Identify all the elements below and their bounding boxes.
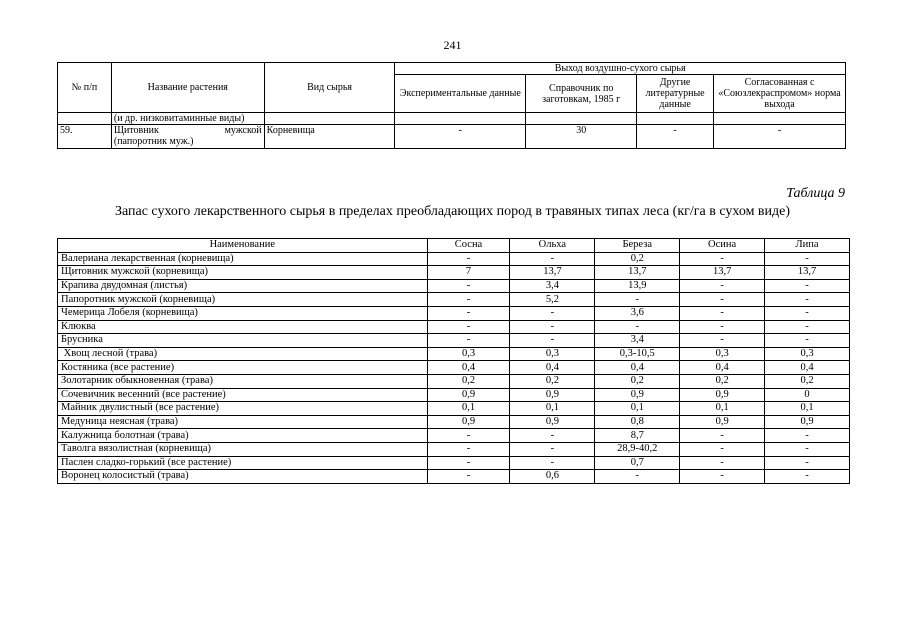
cell-linden: - xyxy=(765,252,850,266)
cell-pine: 7 xyxy=(427,266,510,280)
cell-birch: 0,7 xyxy=(595,456,680,470)
cell-linden: 13,7 xyxy=(765,266,850,280)
table-row xyxy=(58,429,850,443)
cell-linden: - xyxy=(765,320,850,334)
cell-name: Папоротник мужской (корневища) xyxy=(58,293,428,307)
cell-name: Таволга вязолистная (корневища) xyxy=(58,442,428,456)
header-reference: Справочник по заготовкам, 1985 г xyxy=(526,75,637,113)
header-name: Наименование xyxy=(58,239,428,253)
table-row xyxy=(58,320,850,334)
cell-pine: - xyxy=(427,470,510,484)
table-row xyxy=(58,374,850,388)
cell-alder: - xyxy=(510,320,595,334)
cell-name: Майник двулистный (все растение) xyxy=(58,402,428,416)
cell-num xyxy=(58,113,112,125)
table-row xyxy=(58,470,850,484)
cell-alder: - xyxy=(510,429,595,443)
cell-name: Калужница болотная (трава) xyxy=(58,429,428,443)
header-agreed: Согласованная с «Союзлекраспромом» норма выхода xyxy=(714,75,846,113)
cell-linden: - xyxy=(765,470,850,484)
table-row xyxy=(58,334,850,348)
cell-birch: 0,9 xyxy=(595,388,680,402)
header-aspen: Осина xyxy=(680,239,765,253)
cell-alder: 0,3 xyxy=(510,347,595,361)
cell-alder: 5,2 xyxy=(510,293,595,307)
table-row xyxy=(58,125,846,149)
cell-pine: 0,2 xyxy=(427,374,510,388)
cell-birch: 13,7 xyxy=(595,266,680,280)
cell-pine: - xyxy=(427,456,510,470)
cell-name: Медуница неясная (трава) xyxy=(58,415,428,429)
cell-aspen: - xyxy=(680,320,765,334)
cell-linden: 0,2 xyxy=(765,374,850,388)
header-type: Вид сырья xyxy=(264,63,395,113)
cell-alder: - xyxy=(510,334,595,348)
cell-linden: - xyxy=(765,334,850,348)
header-pine: Сосна xyxy=(427,239,510,253)
cell-aspen: 0,9 xyxy=(680,415,765,429)
cell-aspen: 0,4 xyxy=(680,361,765,375)
cell-linden: - xyxy=(765,279,850,293)
cell-pine: 0,1 xyxy=(427,402,510,416)
cell-alder: 0,4 xyxy=(510,361,595,375)
cell-aspen: 0,2 xyxy=(680,374,765,388)
cell-pine: - xyxy=(427,429,510,443)
header-yield-group: Выход воздушно-сухого сырья xyxy=(395,63,846,75)
cell-alder: 0,9 xyxy=(510,415,595,429)
header-alder: Ольха xyxy=(510,239,595,253)
cell-linden: - xyxy=(765,306,850,320)
cell-birch: 0,2 xyxy=(595,374,680,388)
cell-name: Хвощ лесной (трава) xyxy=(58,347,428,361)
cell-type: Корневища xyxy=(264,125,395,149)
table-row xyxy=(58,279,850,293)
cell-aspen: 0,1 xyxy=(680,402,765,416)
table-row xyxy=(58,456,850,470)
cell-agreed: - xyxy=(714,125,846,149)
cell-pine: 0,3 xyxy=(427,347,510,361)
cell-name: Сочевичник весенний (все растение) xyxy=(58,388,428,402)
header-other: Другие литературные данные xyxy=(637,75,714,113)
table-row xyxy=(58,266,850,280)
cell-pine: - xyxy=(427,279,510,293)
cell-alder: 0,6 xyxy=(510,470,595,484)
table-row xyxy=(58,402,850,416)
cell-pine: - xyxy=(427,320,510,334)
cell-aspen: - xyxy=(680,293,765,307)
table-row xyxy=(58,347,850,361)
cell-linden: 0,1 xyxy=(765,402,850,416)
table-row xyxy=(58,361,850,375)
table-row xyxy=(58,293,850,307)
cell-aspen: - xyxy=(680,306,765,320)
name-part: (папоротник муж.) xyxy=(113,136,194,147)
cell-name: Щитовник мужской (корневища) xyxy=(58,266,428,280)
cell-birch: 28,9-40,2 xyxy=(595,442,680,456)
cell-pine: - xyxy=(427,442,510,456)
cell-alder: - xyxy=(510,456,595,470)
cell-aspen: - xyxy=(680,279,765,293)
cell-name: Костяника (все растение) xyxy=(58,361,428,375)
cell-linden: 0 xyxy=(765,388,850,402)
name-part: мужской xyxy=(224,125,262,136)
cell-pine: 0,9 xyxy=(427,388,510,402)
cell-name: Золотарник обыкновенная (трава) xyxy=(58,374,428,388)
table-title: Запас сухого лекарственного сырья в пределах преобладающих пород в травяных типах леса (кг/га в сухом виде) xyxy=(114,204,791,219)
cell-other xyxy=(637,113,714,125)
cell-name: Чемерица Лобеля (корневища) xyxy=(58,306,428,320)
cell-aspen: 13,7 xyxy=(680,266,765,280)
table-label: Таблица 9 xyxy=(786,186,845,201)
header-birch: Береза xyxy=(595,239,680,253)
cell-alder: - xyxy=(510,442,595,456)
cell-birch: 3,6 xyxy=(595,306,680,320)
cell-type xyxy=(264,113,395,125)
cell-other: - xyxy=(637,125,714,149)
cell-name: Воронец колосистый (трава) xyxy=(58,470,428,484)
cell-pine: 0,4 xyxy=(427,361,510,375)
cell-pine: - xyxy=(427,252,510,266)
cell-reference: 30 xyxy=(526,125,637,149)
cell-alder: - xyxy=(510,252,595,266)
cell-alder: - xyxy=(510,306,595,320)
stock-table xyxy=(57,238,850,484)
cell-aspen: - xyxy=(680,252,765,266)
top-table xyxy=(57,62,846,149)
cell-linden: - xyxy=(765,442,850,456)
cell-birch: - xyxy=(595,320,680,334)
cell-aspen: 0,3 xyxy=(680,347,765,361)
table-row xyxy=(58,442,850,456)
cell-pine: 0,9 xyxy=(427,415,510,429)
cell-linden: - xyxy=(765,293,850,307)
cell-agreed xyxy=(714,113,846,125)
cell-birch: - xyxy=(595,293,680,307)
cell-name: Валериана лекарственная (корневища) xyxy=(58,252,428,266)
cell-linden: - xyxy=(765,429,850,443)
cell-name: Крапива двудомная (листья) xyxy=(58,279,428,293)
table-row xyxy=(58,415,850,429)
name-part: Щитовник xyxy=(113,125,159,136)
table-row xyxy=(58,113,846,125)
cell-linden: 0,9 xyxy=(765,415,850,429)
cell-alder: 0,2 xyxy=(510,374,595,388)
page-number: 241 xyxy=(443,38,462,52)
cell-linden: 0,3 xyxy=(765,347,850,361)
cell-birch: 8,7 xyxy=(595,429,680,443)
cell-linden: 0,4 xyxy=(765,361,850,375)
cell-name xyxy=(111,125,264,149)
cell-pine: - xyxy=(427,334,510,348)
table-row xyxy=(58,388,850,402)
cell-aspen: - xyxy=(680,429,765,443)
cell-birch: 0,4 xyxy=(595,361,680,375)
cell-name: Клюква xyxy=(58,320,428,334)
cell-birch: 13,9 xyxy=(595,279,680,293)
cell-alder: 3,4 xyxy=(510,279,595,293)
header-row xyxy=(58,239,850,253)
cell-name: Паслен сладко-горький (все растение) xyxy=(58,456,428,470)
cell-birch: 3,4 xyxy=(595,334,680,348)
cell-aspen: - xyxy=(680,334,765,348)
cell-alder: 13,7 xyxy=(510,266,595,280)
cell-experimental: - xyxy=(395,125,526,149)
cell-alder: 0,9 xyxy=(510,388,595,402)
cell-experimental xyxy=(395,113,526,125)
cell-name: (и др. низковитаминные виды) xyxy=(111,113,264,125)
header-linden: Липа xyxy=(765,239,850,253)
cell-pine: - xyxy=(427,293,510,307)
cell-birch: 0,1 xyxy=(595,402,680,416)
cell-reference xyxy=(526,113,637,125)
cell-birch: - xyxy=(595,470,680,484)
header-num: № п/п xyxy=(58,63,112,113)
table-row xyxy=(58,306,850,320)
cell-aspen: - xyxy=(680,442,765,456)
cell-num: 59. xyxy=(58,125,112,149)
cell-alder: 0,1 xyxy=(510,402,595,416)
table-row xyxy=(58,252,850,266)
cell-name: Брусника xyxy=(58,334,428,348)
cell-birch: 0,3-10,5 xyxy=(595,347,680,361)
cell-pine: - xyxy=(427,306,510,320)
cell-aspen: - xyxy=(680,456,765,470)
cell-birch: 0,2 xyxy=(595,252,680,266)
header-name: Название растения xyxy=(111,63,264,113)
cell-linden: - xyxy=(765,456,850,470)
cell-aspen: - xyxy=(680,470,765,484)
cell-aspen: 0,9 xyxy=(680,388,765,402)
cell-birch: 0,8 xyxy=(595,415,680,429)
header-experimental: Экспериментальные данные xyxy=(395,75,526,113)
